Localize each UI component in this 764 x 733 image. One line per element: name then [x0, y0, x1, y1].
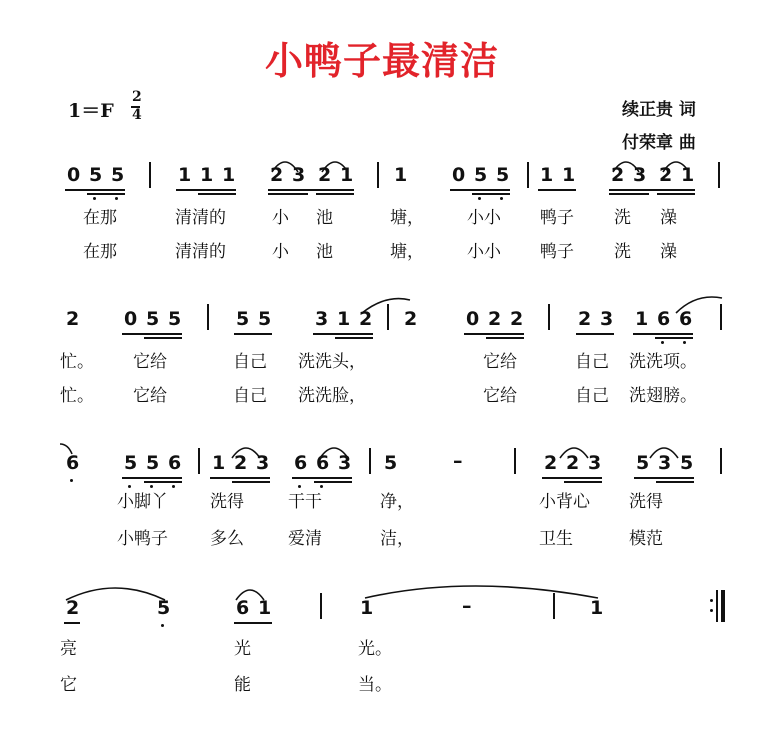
underline — [335, 337, 373, 339]
lyric: 在那 — [83, 208, 117, 228]
lyric: 小背心 — [539, 492, 590, 512]
note: 5 — [168, 308, 182, 330]
lyric: 自己 — [233, 352, 267, 372]
tie — [365, 586, 598, 598]
end-repeat-thin-line — [716, 590, 718, 622]
lyric: 自己 — [233, 386, 267, 406]
note: 1 — [635, 308, 649, 330]
note: 3 — [292, 164, 306, 186]
bar-line — [514, 448, 516, 474]
lyric: 卫生 — [539, 529, 573, 549]
underline — [450, 189, 510, 191]
underline — [633, 333, 693, 335]
bar-line — [377, 162, 379, 188]
lyric: 忙。 — [60, 352, 94, 372]
underline — [564, 481, 602, 483]
note: 3 — [315, 308, 329, 330]
underline — [176, 189, 236, 191]
note: 2 — [578, 308, 592, 330]
note: 2 — [659, 164, 673, 186]
underline — [314, 481, 352, 483]
tie — [66, 588, 165, 600]
note: 2 — [234, 452, 248, 474]
bar-line — [718, 162, 720, 188]
note: 5 — [236, 308, 250, 330]
low-octave-dot — [115, 197, 118, 200]
note: 3 — [338, 452, 352, 474]
underline — [198, 193, 236, 195]
lyric: 小 — [272, 208, 289, 228]
low-octave-dot — [478, 197, 481, 200]
note: 5 — [89, 164, 103, 186]
bar-line — [149, 162, 151, 188]
note: 0 — [466, 308, 480, 330]
lyric: 清清的 — [175, 242, 226, 262]
lyric: 它给 — [133, 386, 167, 406]
lyric: 爱清 — [288, 529, 322, 549]
lyric: 池 — [316, 242, 333, 262]
note: 2 — [544, 452, 558, 474]
underline — [292, 477, 352, 479]
note: 5 — [496, 164, 510, 186]
underline — [464, 333, 524, 335]
note: 0 — [67, 164, 81, 186]
underline — [144, 481, 182, 483]
lyric: 它 — [60, 675, 77, 695]
note: 6 — [168, 452, 182, 474]
lyric: 模范 — [629, 529, 663, 549]
underline — [656, 481, 694, 483]
time-signature-bottom: 4 — [132, 107, 142, 123]
lyricist-credit: 续正贵 词 — [622, 100, 696, 120]
note: 1 — [562, 164, 576, 186]
note: 5 — [474, 164, 488, 186]
note: 6 — [679, 308, 693, 330]
bar-line — [548, 304, 550, 330]
underline — [657, 193, 695, 195]
underline — [234, 622, 272, 624]
underline — [65, 189, 125, 191]
note: 2 — [66, 308, 80, 330]
bar-line — [720, 448, 722, 474]
note: 3 — [256, 452, 270, 474]
time-signature-top: 2 — [132, 89, 142, 105]
lyric: 塘， — [390, 208, 424, 228]
note: 5 — [124, 452, 138, 474]
underline — [538, 189, 576, 191]
underline — [122, 333, 182, 335]
repeat-dot — [710, 599, 713, 602]
note: 2 — [66, 597, 80, 619]
note: 5 — [680, 452, 694, 474]
bar-line — [320, 593, 322, 619]
note: 6 — [657, 308, 671, 330]
bar-line — [207, 304, 209, 330]
low-octave-dot — [70, 479, 73, 482]
lyric: 光。 — [358, 639, 392, 659]
bar-line — [527, 162, 529, 188]
low-octave-dot — [93, 197, 96, 200]
note: 5 — [146, 452, 160, 474]
note: 0 — [452, 164, 466, 186]
composer-credit: 付荣章 曲 — [622, 133, 696, 153]
underline — [542, 477, 602, 479]
lyric: 它给 — [483, 352, 517, 372]
lyric: 小鸭子 — [117, 529, 168, 549]
lyric: 小脚丫 — [117, 492, 168, 512]
lyric: 洗洗脸， — [298, 386, 366, 406]
note: 1 — [540, 164, 554, 186]
underline — [634, 477, 694, 479]
lyric: 澡 — [660, 208, 677, 228]
underline — [64, 622, 80, 624]
lyric: 光 — [234, 639, 251, 659]
note: 5 — [146, 308, 160, 330]
lyric: 小小 — [467, 242, 501, 262]
note: 2 — [270, 164, 284, 186]
lyric: 塘， — [390, 242, 424, 262]
underline — [268, 193, 308, 195]
song-title: 小鸭子最清洁 — [264, 38, 499, 83]
low-octave-dot — [172, 485, 175, 488]
note: 6 — [66, 452, 80, 474]
lyric: 洗 — [614, 242, 631, 262]
note: 1 — [212, 452, 226, 474]
note: 3 — [588, 452, 602, 474]
underline — [609, 189, 695, 191]
lyric: 忙。 — [60, 386, 94, 406]
bar-line — [387, 304, 389, 330]
underline — [144, 337, 182, 339]
note: 2 — [566, 452, 580, 474]
repeat-dot — [710, 609, 713, 612]
note: 1 — [222, 164, 236, 186]
lyric: 自己 — [575, 352, 609, 372]
lyric: 洗洗项。 — [629, 352, 697, 372]
note: 1 — [394, 164, 408, 186]
lyric: 自己 — [575, 386, 609, 406]
underline — [576, 333, 614, 335]
underline — [655, 337, 693, 339]
note: 2 — [510, 308, 524, 330]
note: 1 — [681, 164, 695, 186]
underline — [87, 193, 125, 195]
note: 6 — [294, 452, 308, 474]
lyric: 鸭子 — [540, 208, 574, 228]
dash: – — [462, 595, 472, 617]
note: 1 — [178, 164, 192, 186]
note: 5 — [258, 308, 272, 330]
lyric: 池 — [316, 208, 333, 228]
underline — [609, 193, 649, 195]
note: 3 — [600, 308, 614, 330]
underline — [122, 477, 182, 479]
lyric: 清清的 — [175, 208, 226, 228]
bar-line — [369, 448, 371, 474]
note: 2 — [359, 308, 373, 330]
note: 1 — [258, 597, 272, 619]
underline — [232, 481, 270, 483]
lyric: 鸭子 — [540, 242, 574, 262]
lyric: 洗洗头， — [298, 352, 366, 372]
underline — [210, 477, 270, 479]
note: 6 — [316, 452, 330, 474]
low-octave-dot — [500, 197, 503, 200]
lyric: 当。 — [358, 675, 392, 695]
lyric: 能 — [234, 675, 251, 695]
bar-line — [553, 593, 555, 619]
underline — [316, 193, 354, 195]
lyric: 小 — [272, 242, 289, 262]
note: 1 — [200, 164, 214, 186]
underline — [486, 337, 524, 339]
key-signature: 1＝F — [68, 100, 114, 122]
lyric: 它给 — [133, 352, 167, 372]
lyric: 亮 — [60, 639, 77, 659]
low-octave-dot — [683, 341, 686, 344]
note: 5 — [157, 597, 171, 619]
underline — [313, 333, 373, 335]
note: 1 — [337, 308, 351, 330]
note: 2 — [488, 308, 502, 330]
bar-line — [198, 448, 200, 474]
underline — [268, 189, 354, 191]
lyric: 在那 — [83, 242, 117, 262]
note: 6 — [236, 597, 250, 619]
underline — [234, 333, 272, 335]
lyric: 洁， — [380, 529, 414, 549]
lyric: 洗得 — [629, 492, 663, 512]
note: 2 — [611, 164, 625, 186]
note: 5 — [384, 452, 398, 474]
lyric: 澡 — [660, 242, 677, 262]
lyric: 净， — [380, 492, 414, 512]
note: 2 — [318, 164, 332, 186]
lyric: 洗得 — [210, 492, 244, 512]
dash: – — [453, 450, 463, 472]
lyric: 多么 — [210, 529, 244, 549]
note: 1 — [340, 164, 354, 186]
note: 1 — [590, 597, 604, 619]
lyric: 它给 — [483, 386, 517, 406]
note: 0 — [124, 308, 138, 330]
note: 3 — [658, 452, 672, 474]
low-octave-dot — [661, 341, 664, 344]
lyric: 洗 — [614, 208, 631, 228]
note: 2 — [404, 308, 418, 330]
end-repeat-thick-line — [721, 590, 725, 622]
lyric: 小小 — [467, 208, 501, 228]
bar-line — [720, 304, 722, 330]
lyric: 干干 — [288, 492, 322, 512]
note: 1 — [360, 597, 374, 619]
underline — [472, 193, 510, 195]
low-octave-dot — [161, 624, 164, 627]
note: 5 — [111, 164, 125, 186]
lyric: 洗翅膀。 — [629, 386, 697, 406]
note: 5 — [636, 452, 650, 474]
note: 3 — [633, 164, 647, 186]
